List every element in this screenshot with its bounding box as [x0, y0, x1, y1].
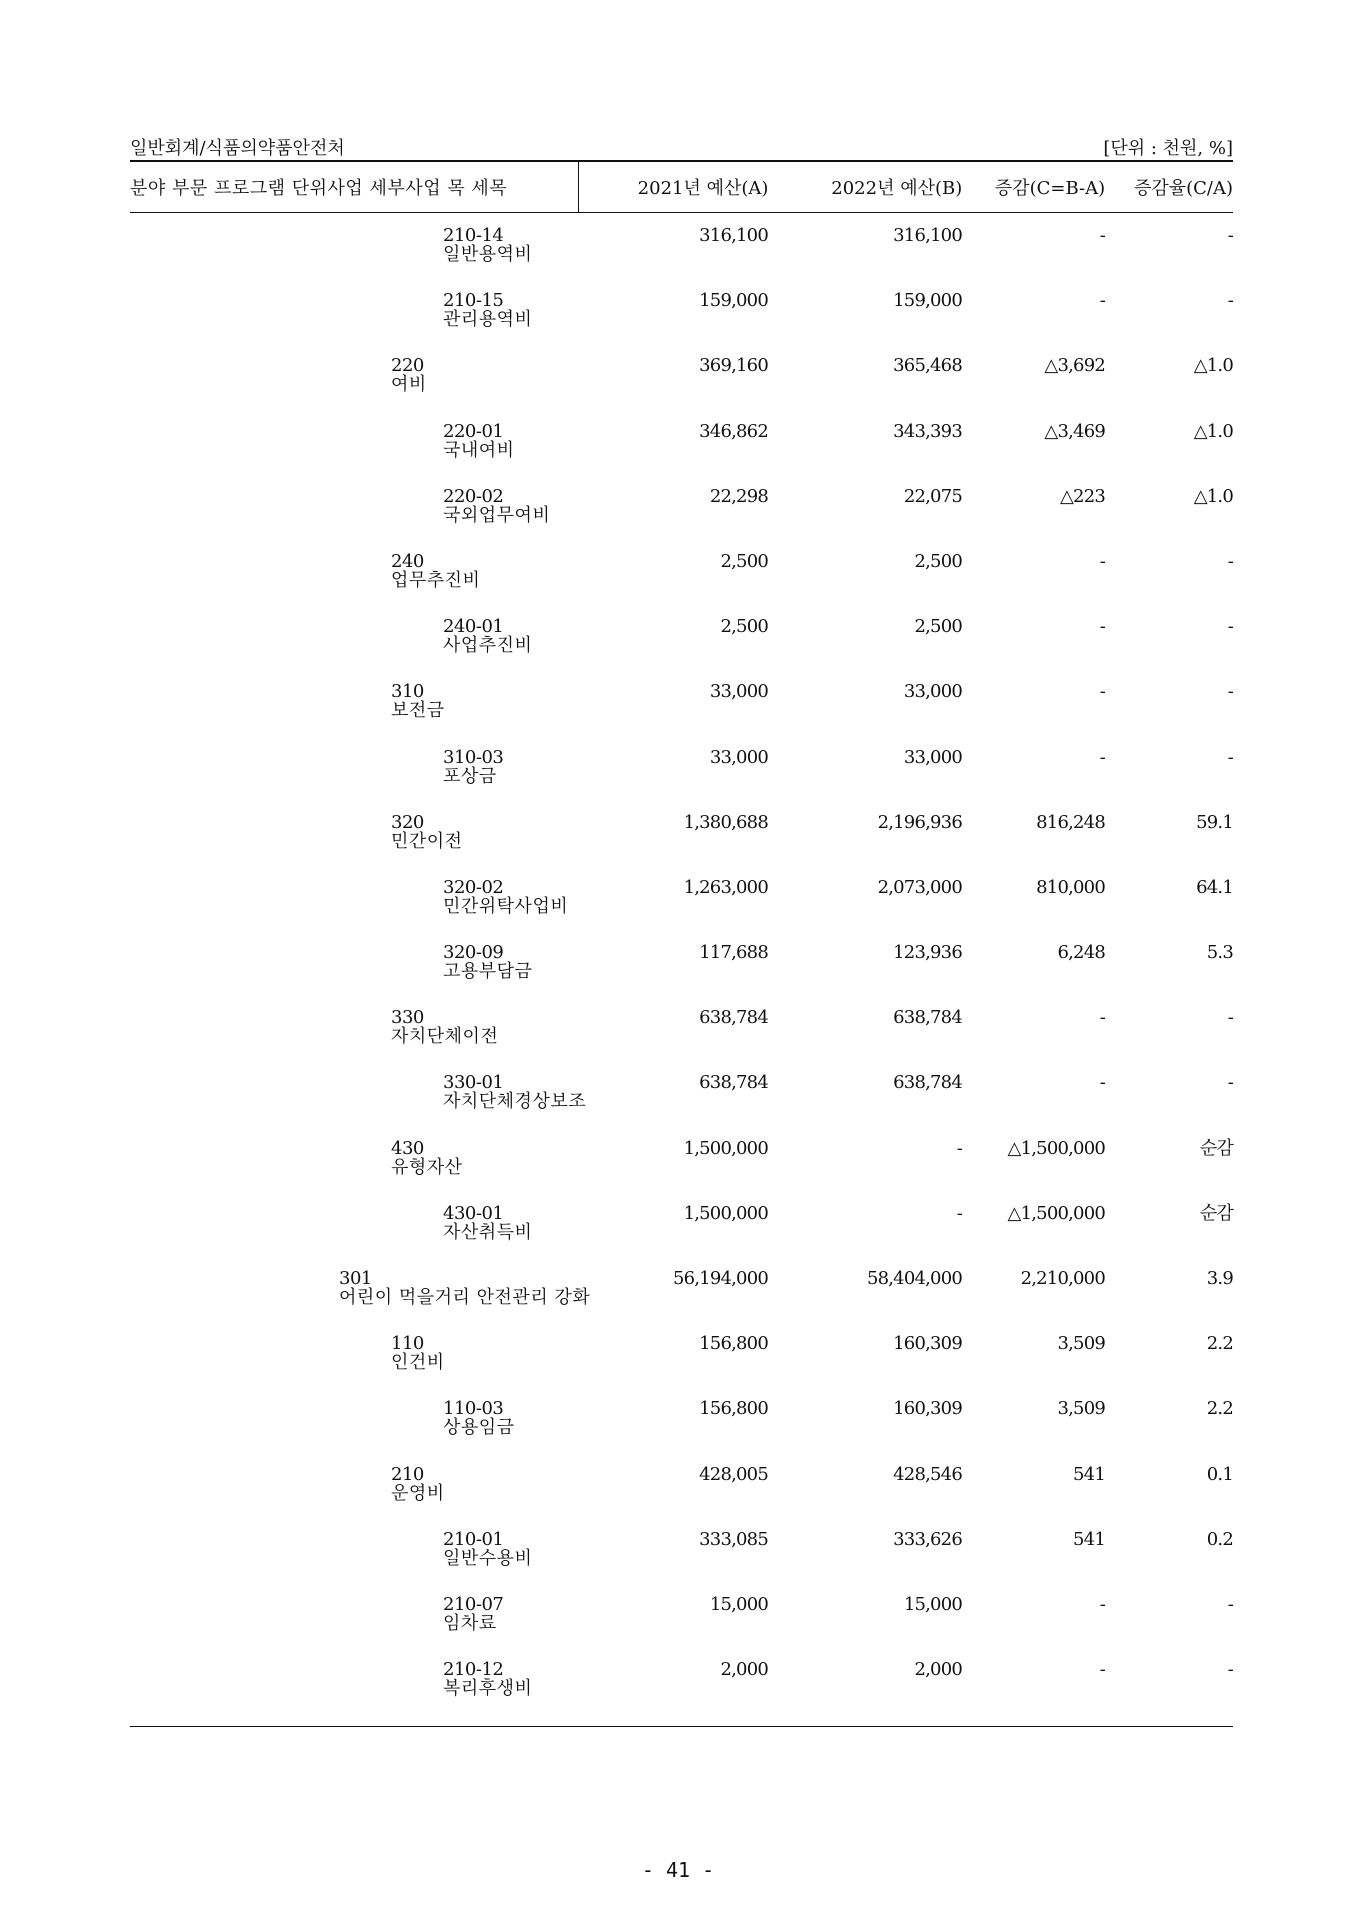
budget-page: [130, 128, 1233, 1727]
change-cell: △3,469: [1044, 420, 1105, 442]
change-rate-cell: -: [1227, 1007, 1233, 1029]
budget-2022-cell: 123,936: [893, 942, 962, 964]
row-code: 310-03: [443, 746, 504, 768]
row-label: [130, 480, 578, 545]
budget-2022-cell: -: [956, 1137, 962, 1159]
budget-2022-cell: 333,626: [893, 1528, 962, 1550]
budget-2022-cell: 160,309: [893, 1333, 962, 1355]
change-cell: -: [1099, 616, 1105, 638]
column-header-label: 분야 부문 프로그램 단위사업 세부사업 목 세목: [130, 162, 579, 212]
budget-2022-cell: 58,404,000: [866, 1268, 962, 1289]
row-label: [130, 741, 578, 806]
row-name: 국외업무여비: [443, 504, 551, 526]
change-rate-cell: -: [1227, 1659, 1233, 1681]
budget-2021-cell: 2,500: [720, 550, 768, 572]
row-code: 240-01: [443, 616, 504, 638]
table-row: [130, 1132, 1233, 1197]
table-row: [130, 675, 1233, 740]
table-row: [130, 1588, 1233, 1653]
budget-2022-cell: 160,309: [893, 1398, 962, 1420]
budget-2022-cell: 15,000: [903, 1593, 962, 1615]
table-row: [130, 284, 1233, 349]
budget-2022-cell: 33,000: [903, 746, 962, 768]
change-rate-cell: 64.1: [1196, 876, 1233, 898]
row-name: 유형자산: [391, 1156, 463, 1178]
budget-2021-cell: 638,784: [699, 1007, 768, 1029]
page-header: [130, 128, 1233, 160]
row-label: [130, 1653, 578, 1718]
change-cell: 2,210,000: [1020, 1268, 1105, 1289]
row-name: 민간위탁사업비: [443, 895, 569, 917]
budget-2022-cell: 638,784: [893, 1072, 962, 1094]
table-row: [130, 1523, 1233, 1588]
row-label: [130, 806, 578, 871]
row-name: 사업추진비: [443, 635, 533, 657]
row-code: 210: [391, 1463, 424, 1485]
row-code: 110: [391, 1333, 424, 1355]
row-code: 320-02: [443, 876, 504, 898]
column-header-2021: 2021년 예산(A): [637, 178, 769, 199]
budget-2021-cell: 2,000: [720, 1659, 768, 1681]
table-row: [130, 1262, 1233, 1327]
budget-2021-cell: 2,500: [720, 616, 768, 638]
change-cell: -: [1099, 1007, 1105, 1029]
row-code: 210-12: [443, 1659, 504, 1681]
change-rate-cell: -: [1227, 290, 1233, 312]
change-cell: △223: [1060, 485, 1105, 507]
table-row: [130, 415, 1233, 480]
row-code: 320: [391, 811, 424, 833]
table-header: [130, 162, 1233, 212]
change-cell: △1,500,000: [1007, 1202, 1105, 1224]
change-cell: 3,509: [1057, 1398, 1105, 1420]
change-rate-cell: -: [1227, 225, 1233, 246]
row-code: 220-01: [443, 420, 504, 442]
change-rate-cell: -: [1227, 746, 1233, 768]
row-label: [130, 936, 578, 1001]
row-name: 복리후생비: [443, 1678, 533, 1700]
row-code: 210-01: [443, 1528, 504, 1550]
budget-2022-cell: 2,000: [914, 1659, 962, 1681]
change-rate-cell: 2.2: [1206, 1333, 1233, 1355]
change-rate-cell: 순감: [1199, 1202, 1233, 1224]
row-label: [130, 349, 578, 414]
change-rate-cell: 2.2: [1206, 1398, 1233, 1420]
table-row: [130, 1653, 1233, 1718]
row-name: 일반수용비: [443, 1547, 533, 1569]
row-label: [130, 1132, 578, 1197]
change-rate-cell: 0.1: [1206, 1463, 1233, 1485]
budget-2021-cell: 1,500,000: [683, 1137, 768, 1159]
change-rate-cell: △1.0: [1193, 355, 1233, 377]
budget-2021-cell: 1,380,688: [683, 811, 768, 833]
row-label: [130, 1001, 578, 1066]
change-cell: -: [1099, 290, 1105, 312]
change-rate-cell: -: [1227, 616, 1233, 638]
budget-2022-cell: 2,073,000: [877, 876, 962, 898]
budget-2022-cell: 428,546: [893, 1463, 962, 1485]
budget-2021-cell: 156,800: [699, 1398, 768, 1420]
table-row: [130, 545, 1233, 610]
row-code: 240: [391, 550, 424, 572]
change-rate-cell: 5.3: [1206, 942, 1233, 964]
change-cell: -: [1099, 681, 1105, 703]
table-row: [130, 1392, 1233, 1457]
row-label: [130, 1262, 591, 1327]
budget-table-body: [130, 213, 1233, 1726]
row-name: 자산취득비: [443, 1221, 533, 1243]
change-cell: △3,692: [1044, 355, 1105, 377]
row-code: 210-15: [443, 290, 504, 312]
change-rate-cell: △1.0: [1193, 485, 1233, 507]
change-cell: 541: [1073, 1528, 1105, 1550]
budget-2021-cell: 333,085: [699, 1528, 768, 1550]
row-name: 보전금: [391, 700, 445, 722]
change-rate-cell: 0.2: [1206, 1528, 1233, 1550]
row-label: [130, 1588, 578, 1653]
change-rate-cell: -: [1227, 1593, 1233, 1615]
row-label: [130, 1327, 578, 1392]
budget-2021-cell: 369,160: [699, 355, 768, 377]
row-label: [130, 415, 578, 480]
change-rate-cell: 3.9: [1206, 1268, 1233, 1289]
unit-label: [단위 : 천원, %]: [1103, 138, 1233, 159]
row-label: [130, 284, 578, 349]
row-name: 여비: [391, 374, 427, 396]
table-row: [130, 349, 1233, 414]
row-code: 320-09: [443, 942, 504, 964]
table-row: [130, 741, 1233, 806]
table-row: [130, 480, 1233, 545]
row-name: 운영비: [391, 1482, 445, 1504]
account-title: 일반회계/식품의약품안전처: [130, 138, 345, 159]
column-header-change: 증감(C=B-A): [994, 178, 1106, 199]
row-name: 자치단체경상보조: [443, 1091, 587, 1113]
row-code: 330: [391, 1007, 424, 1029]
row-name: 관리용역비: [443, 309, 533, 331]
row-code: 210-14: [443, 225, 504, 246]
change-cell: -: [1099, 1072, 1105, 1094]
row-name: 어린이 먹을거리 안전관리 강화: [339, 1287, 591, 1308]
change-cell: -: [1099, 225, 1105, 246]
table-row: [130, 1197, 1233, 1262]
row-code: 310: [391, 681, 424, 703]
table-row: [130, 1458, 1233, 1523]
change-cell: △1,500,000: [1007, 1137, 1105, 1159]
row-name: 상용임금: [443, 1417, 515, 1439]
budget-2021-cell: 33,000: [709, 746, 768, 768]
row-label: [130, 675, 578, 740]
row-code: 210-07: [443, 1593, 504, 1615]
budget-2022-cell: 2,196,936: [877, 811, 962, 833]
row-code: 301: [339, 1268, 372, 1289]
change-rate-cell: -: [1227, 550, 1233, 572]
change-cell: -: [1099, 1659, 1105, 1681]
row-name: 업무추진비: [391, 569, 481, 591]
budget-2021-cell: 346,862: [699, 420, 768, 442]
row-name: 자치단체이전: [391, 1026, 499, 1048]
change-cell: -: [1099, 1593, 1105, 1615]
budget-2021-cell: 316,100: [699, 225, 768, 246]
row-name: 포상금: [443, 765, 497, 787]
row-code: 220-02: [443, 485, 504, 507]
row-label: [130, 219, 578, 284]
row-label: [130, 871, 578, 936]
budget-2022-cell: -: [956, 1202, 962, 1224]
budget-2022-cell: 33,000: [903, 681, 962, 703]
budget-2022-cell: 159,000: [893, 290, 962, 312]
change-cell: 3,509: [1057, 1333, 1105, 1355]
table-row: [130, 806, 1233, 871]
budget-2021-cell: 22,298: [709, 485, 768, 507]
budget-2021-cell: 117,688: [699, 942, 768, 964]
change-rate-cell: △1.0: [1193, 420, 1233, 442]
row-code: 110-03: [443, 1398, 504, 1420]
budget-2022-cell: 2,500: [914, 550, 962, 572]
row-name: 국내여비: [443, 439, 515, 461]
budget-2022-cell: 638,784: [893, 1007, 962, 1029]
change-cell: -: [1099, 746, 1105, 768]
budget-2021-cell: 428,005: [699, 1463, 768, 1485]
table-row: [130, 610, 1233, 675]
table-row: [130, 936, 1233, 1001]
row-label: [130, 1392, 578, 1457]
column-header-2022: 2022년 예산(B): [831, 178, 963, 199]
row-name: 일반용역비: [443, 244, 533, 265]
row-label: [130, 1066, 587, 1131]
change-rate-cell: 순감: [1199, 1137, 1233, 1159]
row-label: [130, 610, 578, 675]
row-code: 430-01: [443, 1202, 504, 1224]
row-name: 민간이전: [391, 830, 463, 852]
budget-2021-cell: 56,194,000: [672, 1268, 768, 1289]
budget-2022-cell: 343,393: [893, 420, 962, 442]
table-row: [130, 1327, 1233, 1392]
budget-2021-cell: 156,800: [699, 1333, 768, 1355]
row-code: 430: [391, 1137, 424, 1159]
table-row: [130, 1066, 1233, 1131]
row-code: 220: [391, 355, 424, 377]
table-row: [130, 871, 1233, 936]
budget-2021-cell: 159,000: [699, 290, 768, 312]
change-rate-cell: 59.1: [1196, 811, 1233, 833]
budget-2021-cell: 638,784: [699, 1072, 768, 1094]
page-number: - 41 -: [641, 1858, 715, 1882]
budget-2021-cell: 1,500,000: [683, 1202, 768, 1224]
row-name: 고용부담금: [443, 961, 533, 983]
table-row: [130, 1001, 1233, 1066]
row-name: 인건비: [391, 1352, 445, 1374]
row-label: [130, 1197, 578, 1262]
change-cell: -: [1099, 550, 1105, 572]
change-cell: 541: [1073, 1463, 1105, 1485]
table-row: [130, 219, 1233, 284]
budget-2021-cell: 33,000: [709, 681, 768, 703]
change-cell: 816,248: [1036, 811, 1105, 833]
budget-2022-cell: 365,468: [893, 355, 962, 377]
change-cell: 810,000: [1036, 876, 1105, 898]
budget-2021-cell: 1,263,000: [683, 876, 768, 898]
change-cell: 6,248: [1057, 942, 1105, 964]
row-label: [130, 545, 578, 610]
budget-2021-cell: 15,000: [709, 1593, 768, 1615]
row-name: 임차료: [443, 1612, 497, 1634]
row-code: 330-01: [443, 1072, 504, 1094]
change-rate-cell: -: [1227, 1072, 1233, 1094]
row-label: [130, 1523, 578, 1588]
column-header-change-rate: 증감율(C/A): [1133, 178, 1234, 199]
change-rate-cell: -: [1227, 681, 1233, 703]
table-bottom-rule: [130, 1726, 1233, 1727]
budget-2022-cell: 22,075: [903, 485, 962, 507]
budget-2022-cell: 2,500: [914, 616, 962, 638]
row-label: [130, 1458, 578, 1523]
budget-2022-cell: 316,100: [893, 225, 962, 246]
